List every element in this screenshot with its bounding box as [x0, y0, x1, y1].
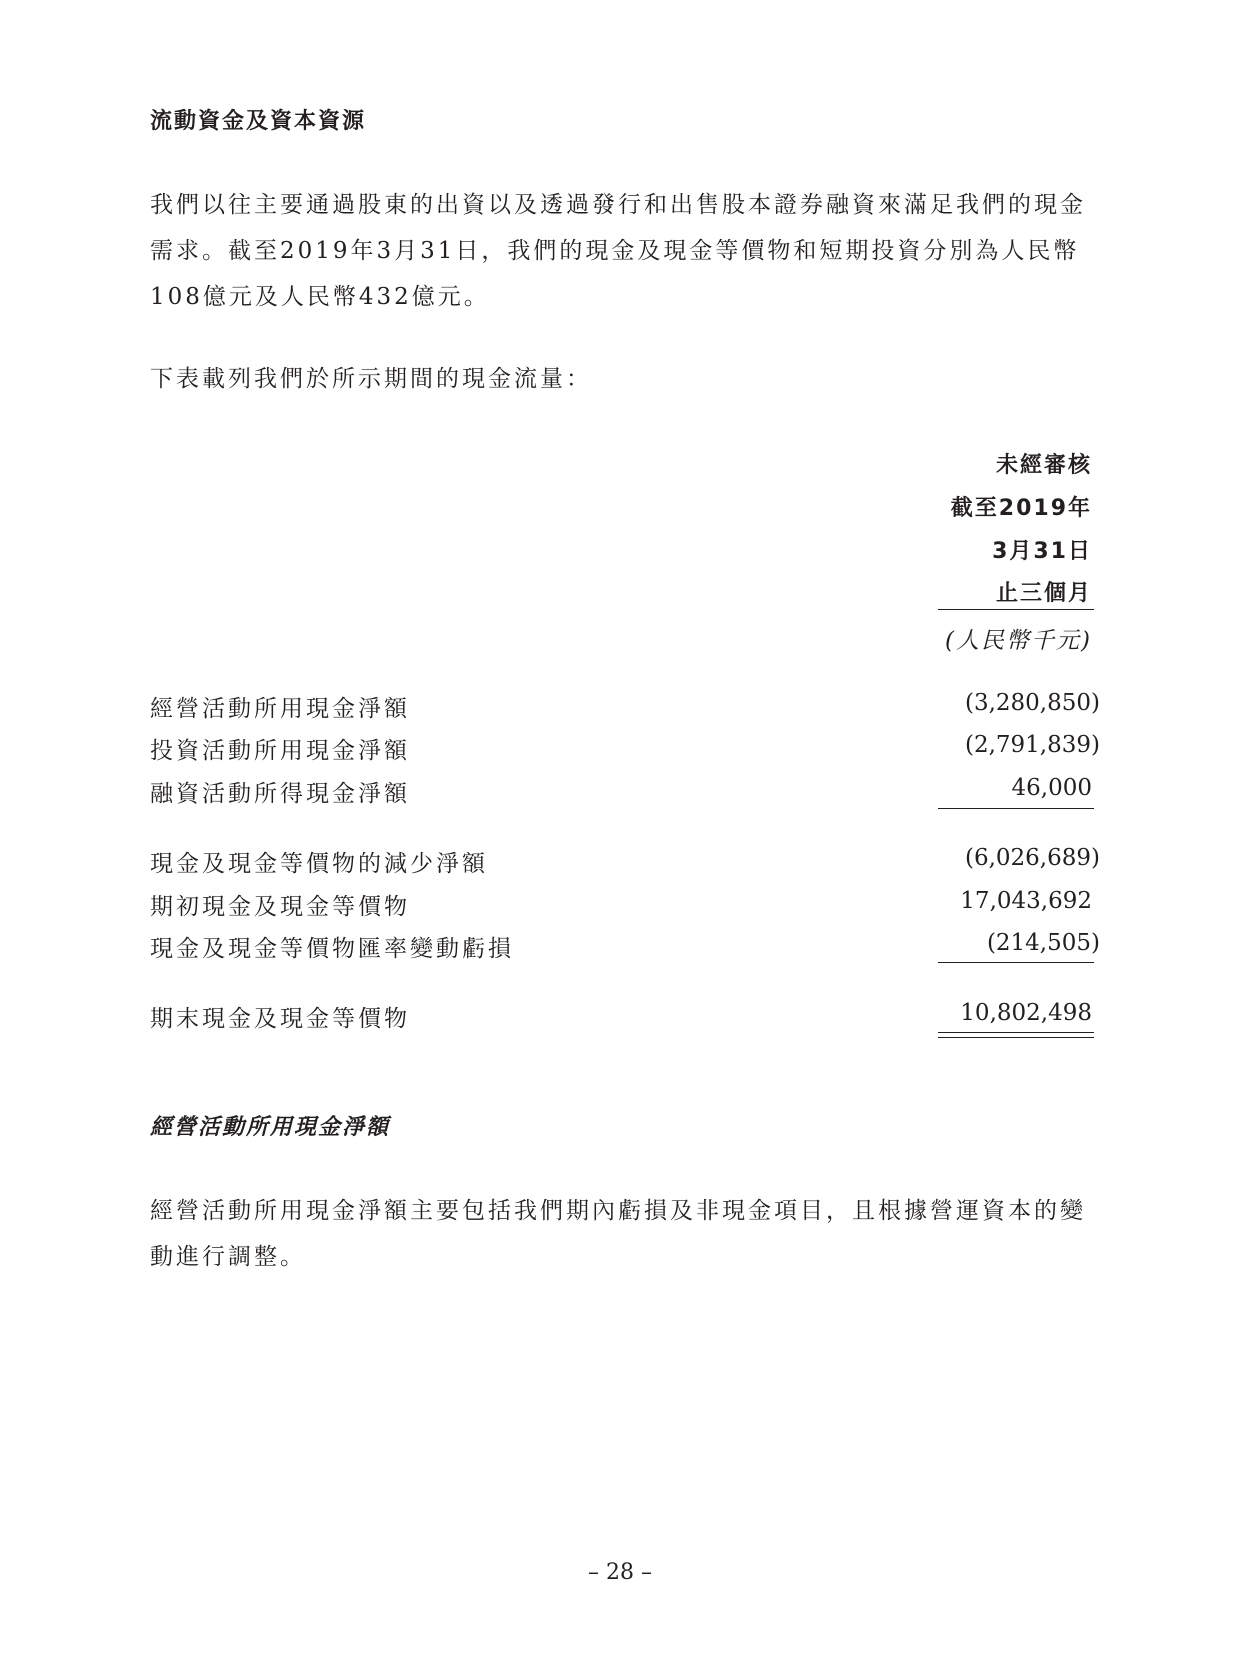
page-number: – 28 – [588, 1560, 652, 1585]
closing-paragraph-line-1: 經營活動所用現金淨額主要包括我們期內虧損及非現金項目，且根據營運資本的變 [150, 1198, 1086, 1224]
row-label-beginning-cash: 期初現金及現金等價物 [150, 894, 410, 920]
subtotal-rule-2 [938, 962, 1094, 963]
column-header-underline [938, 609, 1094, 610]
sub-heading: 經營活動所用現金淨額 [150, 1115, 391, 1140]
row-label-ending-cash: 期末現金及現金等價物 [150, 1006, 410, 1032]
table-intro: 下表載列我們於所示期間的現金流量： [150, 366, 592, 392]
row-label-net-decrease: 現金及現金等價物的減少淨額 [150, 851, 488, 877]
section-heading: 流動資金及資本資源 [150, 109, 367, 134]
row-label-investing: 投資活動所用現金淨額 [150, 738, 410, 764]
column-header-line-3: 3月31日 [992, 539, 1092, 564]
total-double-rule-bottom [938, 1037, 1094, 1038]
column-header-line-2: 截至2019年 [950, 496, 1092, 521]
subtotal-rule-1 [938, 808, 1094, 809]
column-header-line-1: 未經審核 [995, 453, 1092, 478]
row-value-fx-loss: (214,505) [986, 930, 1100, 956]
row-value-beginning-cash: 17,043,692 [960, 888, 1092, 914]
row-label-financing: 融資活動所得現金淨額 [150, 781, 410, 807]
intro-paragraph-line-2: 需求。截至2019年3月31日，我們的現金及現金等價物和短期投資分別為人民幣 [150, 238, 1080, 264]
row-value-ending-cash: 10,802,498 [960, 1000, 1092, 1026]
row-label-operating: 經營活動所用現金淨額 [150, 696, 410, 722]
intro-paragraph-line-1: 我們以往主要通過股東的出資以及透過發行和出售股本證券融資來滿足我們的現金 [150, 192, 1086, 218]
closing-paragraph-line-2: 動進行調整。 [150, 1244, 306, 1270]
column-header-line-4: 止三個月 [995, 581, 1092, 606]
intro-paragraph-line-3: 108億元及人民幣432億元。 [150, 284, 490, 310]
row-value-operating: (3,280,850) [964, 690, 1100, 716]
row-value-net-decrease: (6,026,689) [964, 845, 1100, 871]
row-value-investing: (2,791,839) [964, 732, 1100, 758]
row-value-financing: 46,000 [1011, 775, 1092, 801]
total-double-rule-top [938, 1032, 1094, 1033]
row-label-fx-loss: 現金及現金等價物匯率變動虧損 [150, 936, 514, 962]
column-unit-label: (人民幣千元) [945, 628, 1092, 654]
